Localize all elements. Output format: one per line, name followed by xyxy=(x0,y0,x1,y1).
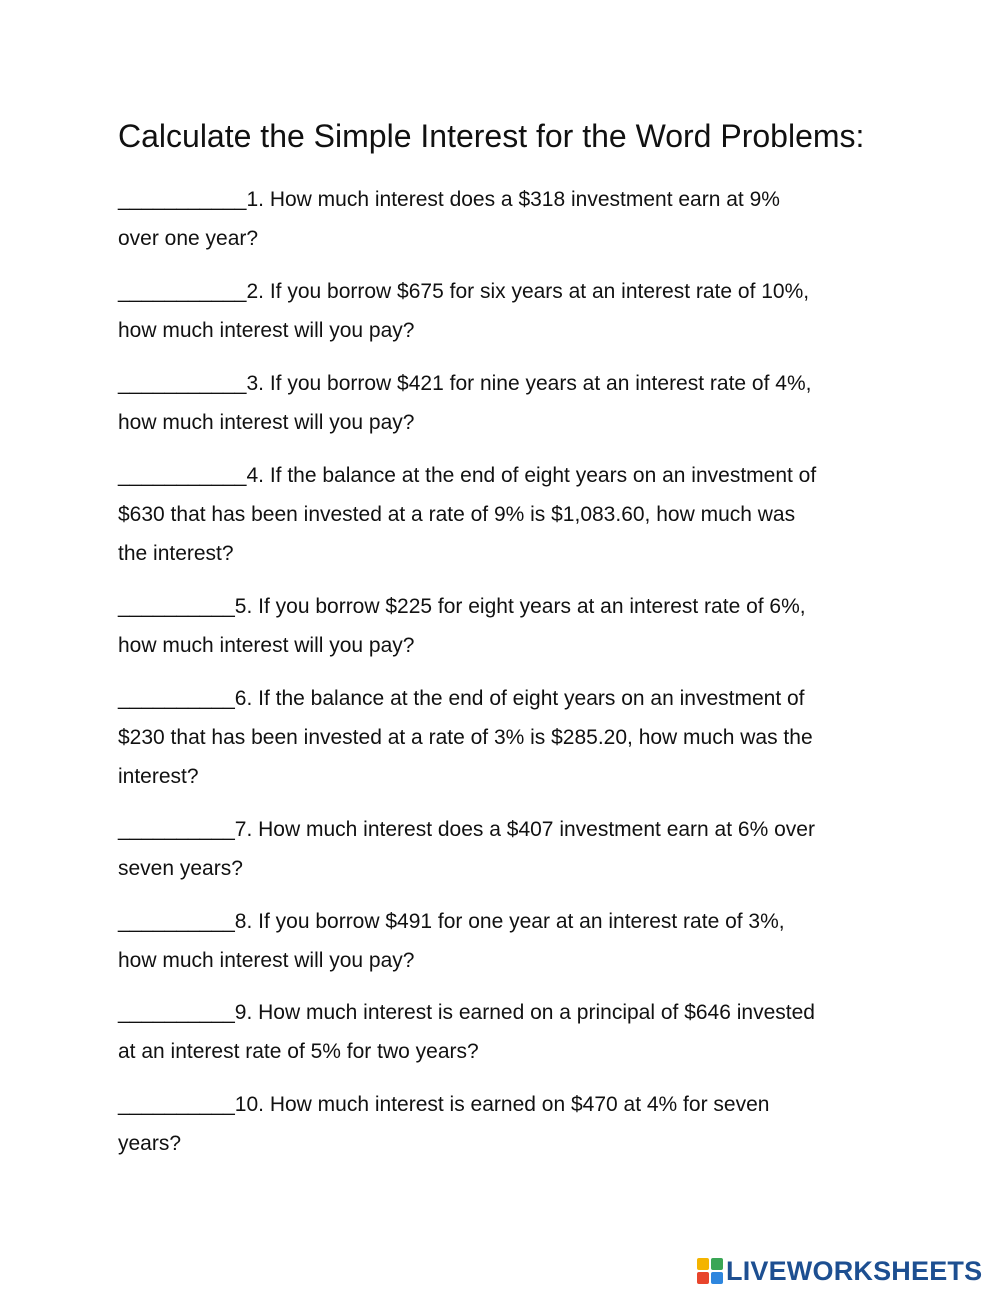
question-3-line-1: 3. If you borrow $421 for nine years at an interest rate of 4%, xyxy=(246,372,812,395)
question-6-line-2: $230 that has been invested at a rate of 3% is $285.20, how much was the xyxy=(118,726,813,749)
question-7 xyxy=(118,810,888,888)
answer-blank-8[interactable]: __________ xyxy=(118,910,235,933)
answer-blank-4[interactable]: ___________ xyxy=(118,464,247,487)
question-7-line-1: 7. How much interest does a $407 investment earn at 6% over xyxy=(234,818,815,841)
page-title: Calculate the Simple Interest for the Word Problems: xyxy=(118,118,865,154)
answer-blank-3[interactable]: ___________ xyxy=(118,372,247,395)
question-5 xyxy=(118,587,888,665)
question-8-line-2: how much interest will you pay? xyxy=(118,949,415,972)
answer-blank-2[interactable]: ___________ xyxy=(118,280,247,303)
question-5-line-2: how much interest will you pay? xyxy=(118,634,415,657)
question-1 xyxy=(118,180,888,258)
question-10-line-2: years? xyxy=(118,1132,182,1155)
question-4-line-2: $630 that has been invested at a rate of 9% is $1,083.60, how much was xyxy=(118,503,796,526)
answer-blank-6[interactable]: __________ xyxy=(118,687,235,710)
question-10 xyxy=(118,1085,888,1163)
logo-text: LIVEWORKSHEETS xyxy=(726,1256,983,1286)
question-6-line-3: interest? xyxy=(118,765,199,788)
question-4-line-3: the interest? xyxy=(118,542,234,565)
answer-blank-9[interactable]: __________ xyxy=(118,1001,235,1024)
question-4 xyxy=(118,456,888,573)
answer-blank-10[interactable]: __________ xyxy=(118,1093,235,1116)
question-10-line-1: 10. How much interest is earned on $470 at 4% for seven xyxy=(234,1093,770,1116)
question-3-line-2: how much interest will you pay? xyxy=(118,411,415,434)
question-2 xyxy=(118,272,888,350)
question-1-line-1: 1. How much interest does a $318 investment earn at 9% xyxy=(246,188,780,211)
question-2-line-2: how much interest will you pay? xyxy=(118,319,415,342)
answer-blank-1[interactable]: ___________ xyxy=(118,188,247,211)
question-8 xyxy=(118,902,888,980)
question-7-line-2: seven years? xyxy=(118,857,243,880)
question-1-line-2: over one year? xyxy=(118,227,259,250)
question-6-line-1: 6. If the balance at the end of eight years on an investment of xyxy=(234,687,805,710)
question-2-line-1: 2. If you borrow $675 for six years at an interest rate of 10%, xyxy=(246,280,810,303)
question-5-line-1: 5. If you borrow $225 for eight years at an interest rate of 6%, xyxy=(234,595,806,618)
answer-blank-5[interactable]: __________ xyxy=(118,595,235,618)
liveworksheets-logo xyxy=(697,1255,982,1287)
liveworksheets-logo-icon xyxy=(697,1258,723,1284)
question-9 xyxy=(118,993,888,1071)
question-9-line-2: at an interest rate of 5% for two years? xyxy=(118,1040,479,1063)
question-3 xyxy=(118,364,888,442)
question-6 xyxy=(118,679,888,796)
question-8-line-1: 8. If you borrow $491 for one year at an interest rate of 3%, xyxy=(234,910,785,933)
question-9-line-1: 9. How much interest is earned on a principal of $646 invested xyxy=(234,1001,815,1024)
answer-blank-7[interactable]: __________ xyxy=(118,818,235,841)
question-4-line-1: 4. If the balance at the end of eight years on an investment of xyxy=(246,464,817,487)
